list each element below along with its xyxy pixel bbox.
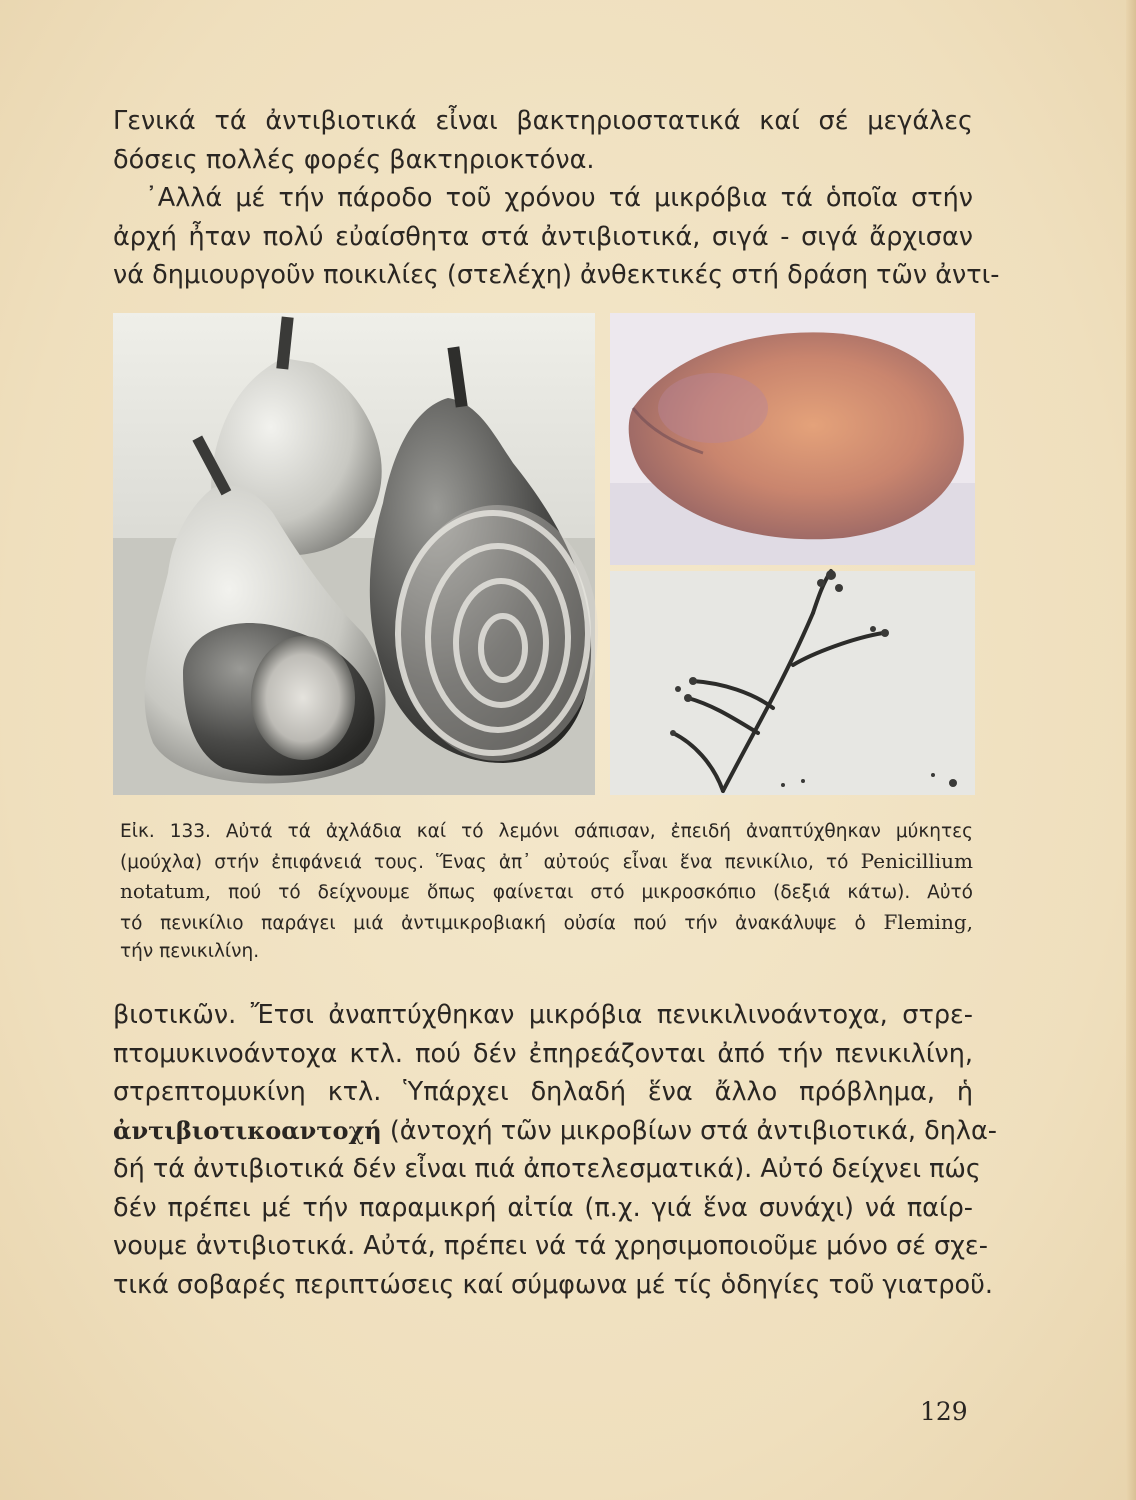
text-line	[113, 1112, 997, 1151]
page-edge	[1126, 0, 1136, 1500]
text-line: νουμε ἀντιβιοτικά. Αὐτά, πρέπει νά τά χρησιμοποιοῦμε μόνο σέ σχε-	[113, 1231, 988, 1261]
pears-photo	[113, 313, 598, 795]
bold-term: ἀντιβιοτικοαντοχή	[113, 1115, 382, 1145]
paragraph-bottom	[113, 996, 997, 1304]
text-line: ἀρχή ἦταν πολύ εὐαίσθητα στά ἀντιβιοτικά, σιγά - σιγά ἄρχισαν	[113, 221, 973, 252]
text-line: βιοτικῶν. Ἔτσι ἀναπτύχθηκαν μικρόβια πενικιλινοάντοχα, στρε-	[113, 1000, 973, 1030]
caption-line	[120, 877, 973, 908]
caption-line: τήν πενικιλίνη.	[120, 941, 260, 962]
microscope-photo	[610, 570, 975, 795]
caption-line	[120, 908, 973, 939]
figure-133	[113, 313, 975, 795]
text-line: πτομυκινοάντοχα κτλ. πού δέν ἐπηρεάζονται ἀπό τήν πενικιλίνη,	[113, 1038, 973, 1069]
paragraph-top	[113, 102, 1000, 295]
latin-name: Penicillium	[860, 848, 973, 873]
text-line: νά δημιουργοῦν ποικιλίες (στελέχη) ἀνθεκτικές στή δράση τῶν ἀντι-	[113, 260, 1000, 290]
text-line: δόσεις πολλές φορές βακτηριοκτόνα.	[113, 144, 595, 175]
figure-caption	[120, 818, 973, 967]
caption-line	[120, 847, 973, 878]
text-run: (ἀντοχή τῶν μικροβίων στά ἀντιβιοτικά, δηλα-	[389, 1115, 997, 1146]
lemon-photo	[610, 313, 975, 565]
text-line: στρεπτομυκίνη κτλ. Ὑπάρχει δηλαδή ἕνα ἄλλο πρόβλημα, ἡ	[113, 1077, 973, 1107]
caption-text: τό πενικίλιο παράγει μιά ἀντιμικροβιακή οὐσία πού τήν ἀνακάλυψε ὁ	[120, 912, 866, 934]
text-line: Γενικά τά ἀντιβιοτικά εἶναι βακτηριοστατικά καί σέ μεγάλες	[113, 106, 973, 136]
text-line: τικά σοβαρές περιπτώσεις καί σύμφωνα μέ τίς ὁδηγίες τοῦ γιατροῦ.	[113, 1269, 993, 1300]
caption-line: Εἰκ. 133. Αὐτά τά ἀχλάδια καί τό λεμόνι σάπισαν, ἐπειδή ἀναπτύχθηκαν μύκητες	[120, 821, 973, 842]
caption-text: πού τό δείχνουμε ὅπως φαίνεται στό μικροσκόπιο (δεξιά κάτω). Αὐτό	[228, 882, 973, 903]
text-line: δή τά ἀντιβιοτικά δέν εἶναι πιά ἀποτελεσματικά). Αὐτό δείχνει πώς	[113, 1154, 981, 1184]
text-line: δέν πρέπει μέ τήν παραμικρή αἰτία (π.χ. γιά ἕνα συνάχι) νά παίρ-	[113, 1192, 973, 1223]
text-line: ᾿Αλλά μέ τήν πάροδο τοῦ χρόνου τά μικρόβια τά ὁποῖα στήν	[145, 183, 973, 213]
caption-text: (μούχλα) στήν ἐπιφάνειά τους. Ἕνας ἀπ᾿ αὐτούς εἶναι ἕνα πενικίλιο, τό	[120, 851, 849, 873]
latin-name: notatum,	[120, 879, 212, 903]
person-name: Fleming,	[883, 909, 973, 934]
page-number: 129	[920, 1397, 968, 1426]
